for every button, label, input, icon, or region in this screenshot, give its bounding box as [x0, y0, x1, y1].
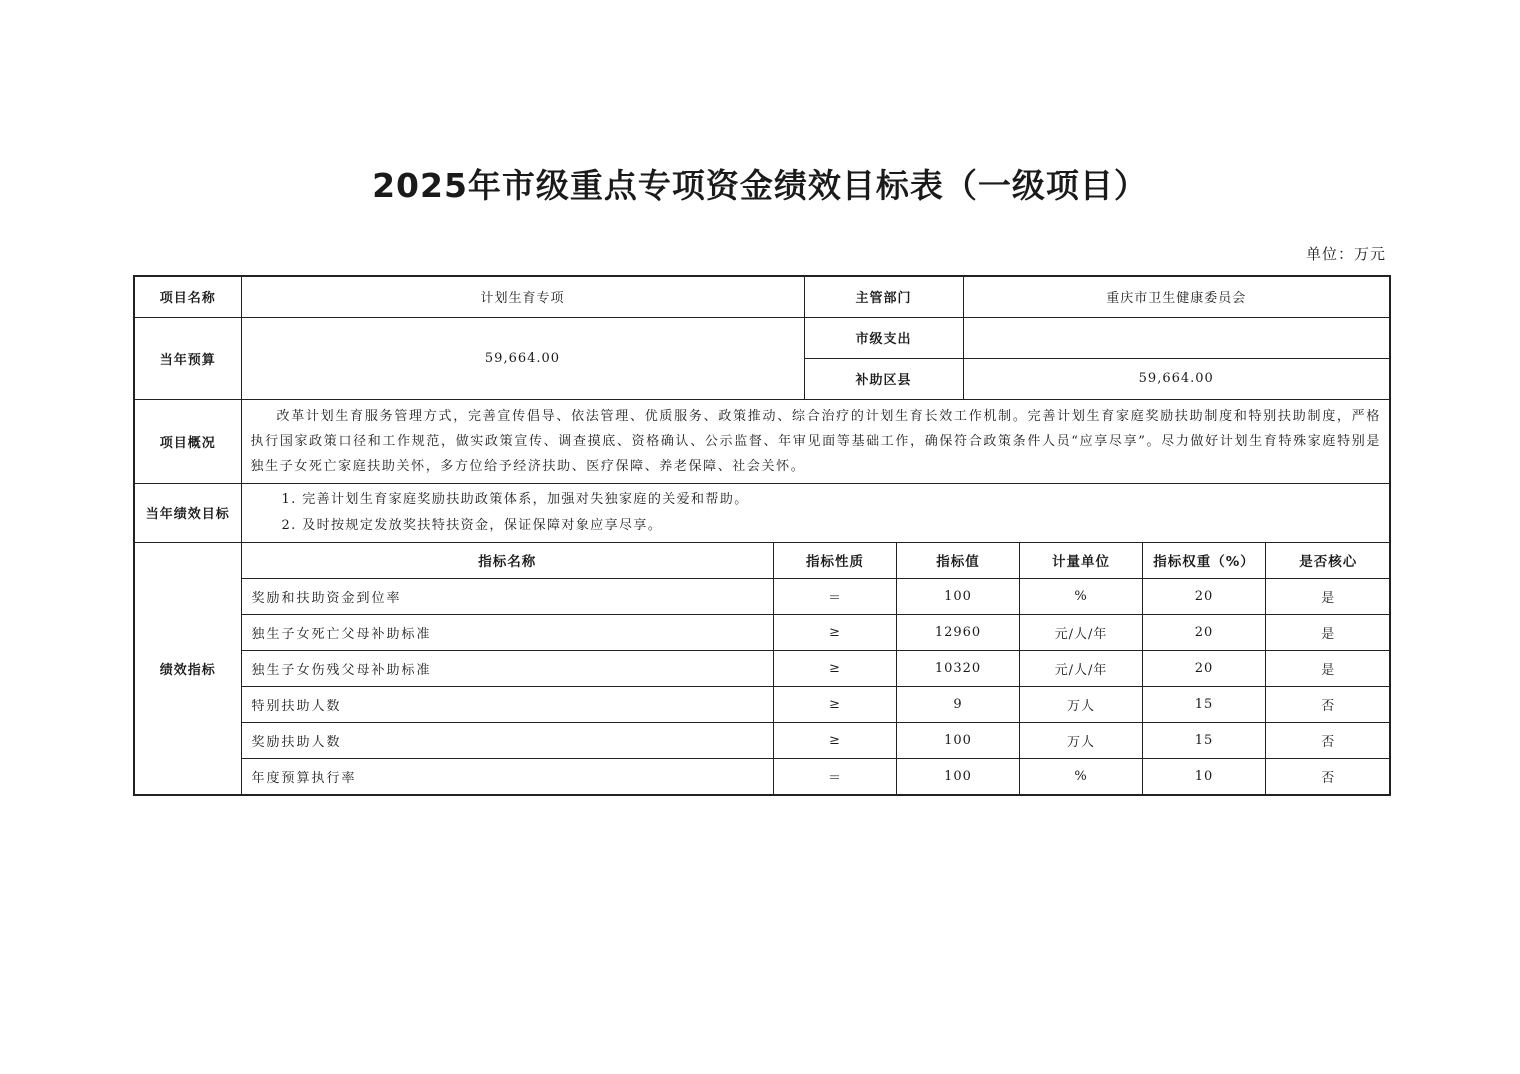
dept-value: 重庆市卫生健康委员会: [963, 276, 1390, 317]
header-indicator-type: 指标性质: [774, 543, 897, 579]
indicators-header-row: [242, 543, 1391, 579]
table-row: [242, 722, 1391, 758]
indicator-unit: %: [1020, 758, 1143, 794]
county-subsidy-label: 补助区县: [804, 358, 963, 399]
table-row: [242, 578, 1391, 614]
indicator-name: 特别扶助人数: [242, 686, 774, 722]
indicator-core: 是: [1266, 614, 1391, 650]
header-indicator-name: 指标名称: [242, 543, 774, 579]
indicator-type: ≥: [774, 686, 897, 722]
city-expense-label: 市级支出: [804, 317, 963, 358]
goals-list: [241, 483, 1390, 542]
indicator-unit: 元/人/年: [1020, 614, 1143, 650]
page-title: 2025年市级重点专项资金绩效目标表（一级项目）: [372, 166, 1148, 205]
indicator-value: 100: [897, 722, 1020, 758]
indicator-core: 否: [1266, 758, 1391, 794]
header-weight: 指标权重（%）: [1143, 543, 1266, 579]
indicator-name: 奖励和扶助资金到位率: [242, 578, 774, 614]
header-core: 是否核心: [1266, 543, 1391, 579]
project-name-label: 项目名称: [134, 276, 241, 317]
dept-label: 主管部门: [804, 276, 963, 317]
indicator-unit: 元/人/年: [1020, 650, 1143, 686]
indicator-value: 100: [897, 758, 1020, 794]
indicator-core: 是: [1266, 578, 1391, 614]
table-row: [242, 614, 1391, 650]
indicator-type: ＝: [774, 758, 897, 794]
performance-table: [133, 275, 1391, 796]
header-unit: 计量单位: [1020, 543, 1143, 579]
indicator-core: 是: [1266, 650, 1391, 686]
indicator-name: 独生子女伤残父母补助标准: [242, 650, 774, 686]
table-row: [242, 686, 1391, 722]
indicators-cell: [241, 542, 1390, 795]
indicator-value: 12960: [897, 614, 1020, 650]
indicators-label: 绩效指标: [134, 542, 241, 795]
project-name-value: 计划生育专项: [241, 276, 804, 317]
overview-paragraph: 改革计划生育服务管理方式，完善宣传倡导、依法管理、优质服务、政策推动、综合治疗的计划生育长效工作机制。完善计划生育家庭奖励扶助制度和特别扶助制度，严格执行国家政策口径和工作规范，做实政策宣传、调查摸底、资格确认、公示监督、年审见面等基础工作，确保符合政策条件人员“应享尽享”。尽力做好计划生育特殊家庭特别是独生子女死亡家庭扶助关怀，多方位给予经济扶助、医疗保障、养老保障、社会关怀。: [250, 408, 1381, 474]
indicator-type: ≥: [774, 650, 897, 686]
budget-label: 当年预算: [134, 317, 241, 399]
table-row: [242, 758, 1391, 794]
table-row: [242, 650, 1391, 686]
indicator-name: 年度预算执行率: [242, 758, 774, 794]
indicator-type: ＝: [774, 578, 897, 614]
goals-label: 当年绩效目标: [134, 483, 241, 542]
indicator-core: 否: [1266, 722, 1391, 758]
indicator-weight: 15: [1143, 722, 1266, 758]
indicator-type: ≥: [774, 722, 897, 758]
overview-label: 项目概况: [134, 399, 241, 483]
indicator-weight: 15: [1143, 686, 1266, 722]
indicator-unit: %: [1020, 578, 1143, 614]
header-indicator-value: 指标值: [897, 543, 1020, 579]
indicator-weight: 20: [1143, 614, 1266, 650]
indicator-unit: 万人: [1020, 722, 1143, 758]
indicator-value: 100: [897, 578, 1020, 614]
indicator-weight: 10: [1143, 758, 1266, 794]
city-expense-value: [963, 317, 1390, 358]
budget-value: 59,664.00: [241, 317, 804, 399]
indicators-table: [242, 543, 1391, 794]
unit-label: 单位：万元: [1305, 245, 1386, 263]
goal-item: 2. 及时按规定发放奖扶特扶资金，保证保障对象应享尽享。: [281, 517, 663, 533]
indicator-weight: 20: [1143, 650, 1266, 686]
indicator-core: 否: [1266, 686, 1391, 722]
indicator-value: 10320: [897, 650, 1020, 686]
indicator-name: 奖励扶助人数: [242, 722, 774, 758]
indicator-weight: 20: [1143, 578, 1266, 614]
indicator-name: 独生子女死亡父母补助标准: [242, 614, 774, 650]
goal-item: 1. 完善计划生育家庭奖励扶助政策体系，加强对失独家庭的关爱和帮助。: [281, 491, 749, 507]
indicator-value: 9: [897, 686, 1020, 722]
county-subsidy-value: 59,664.00: [963, 358, 1390, 399]
indicator-type: ≥: [774, 614, 897, 650]
indicator-unit: 万人: [1020, 686, 1143, 722]
overview-text: [241, 399, 1390, 483]
